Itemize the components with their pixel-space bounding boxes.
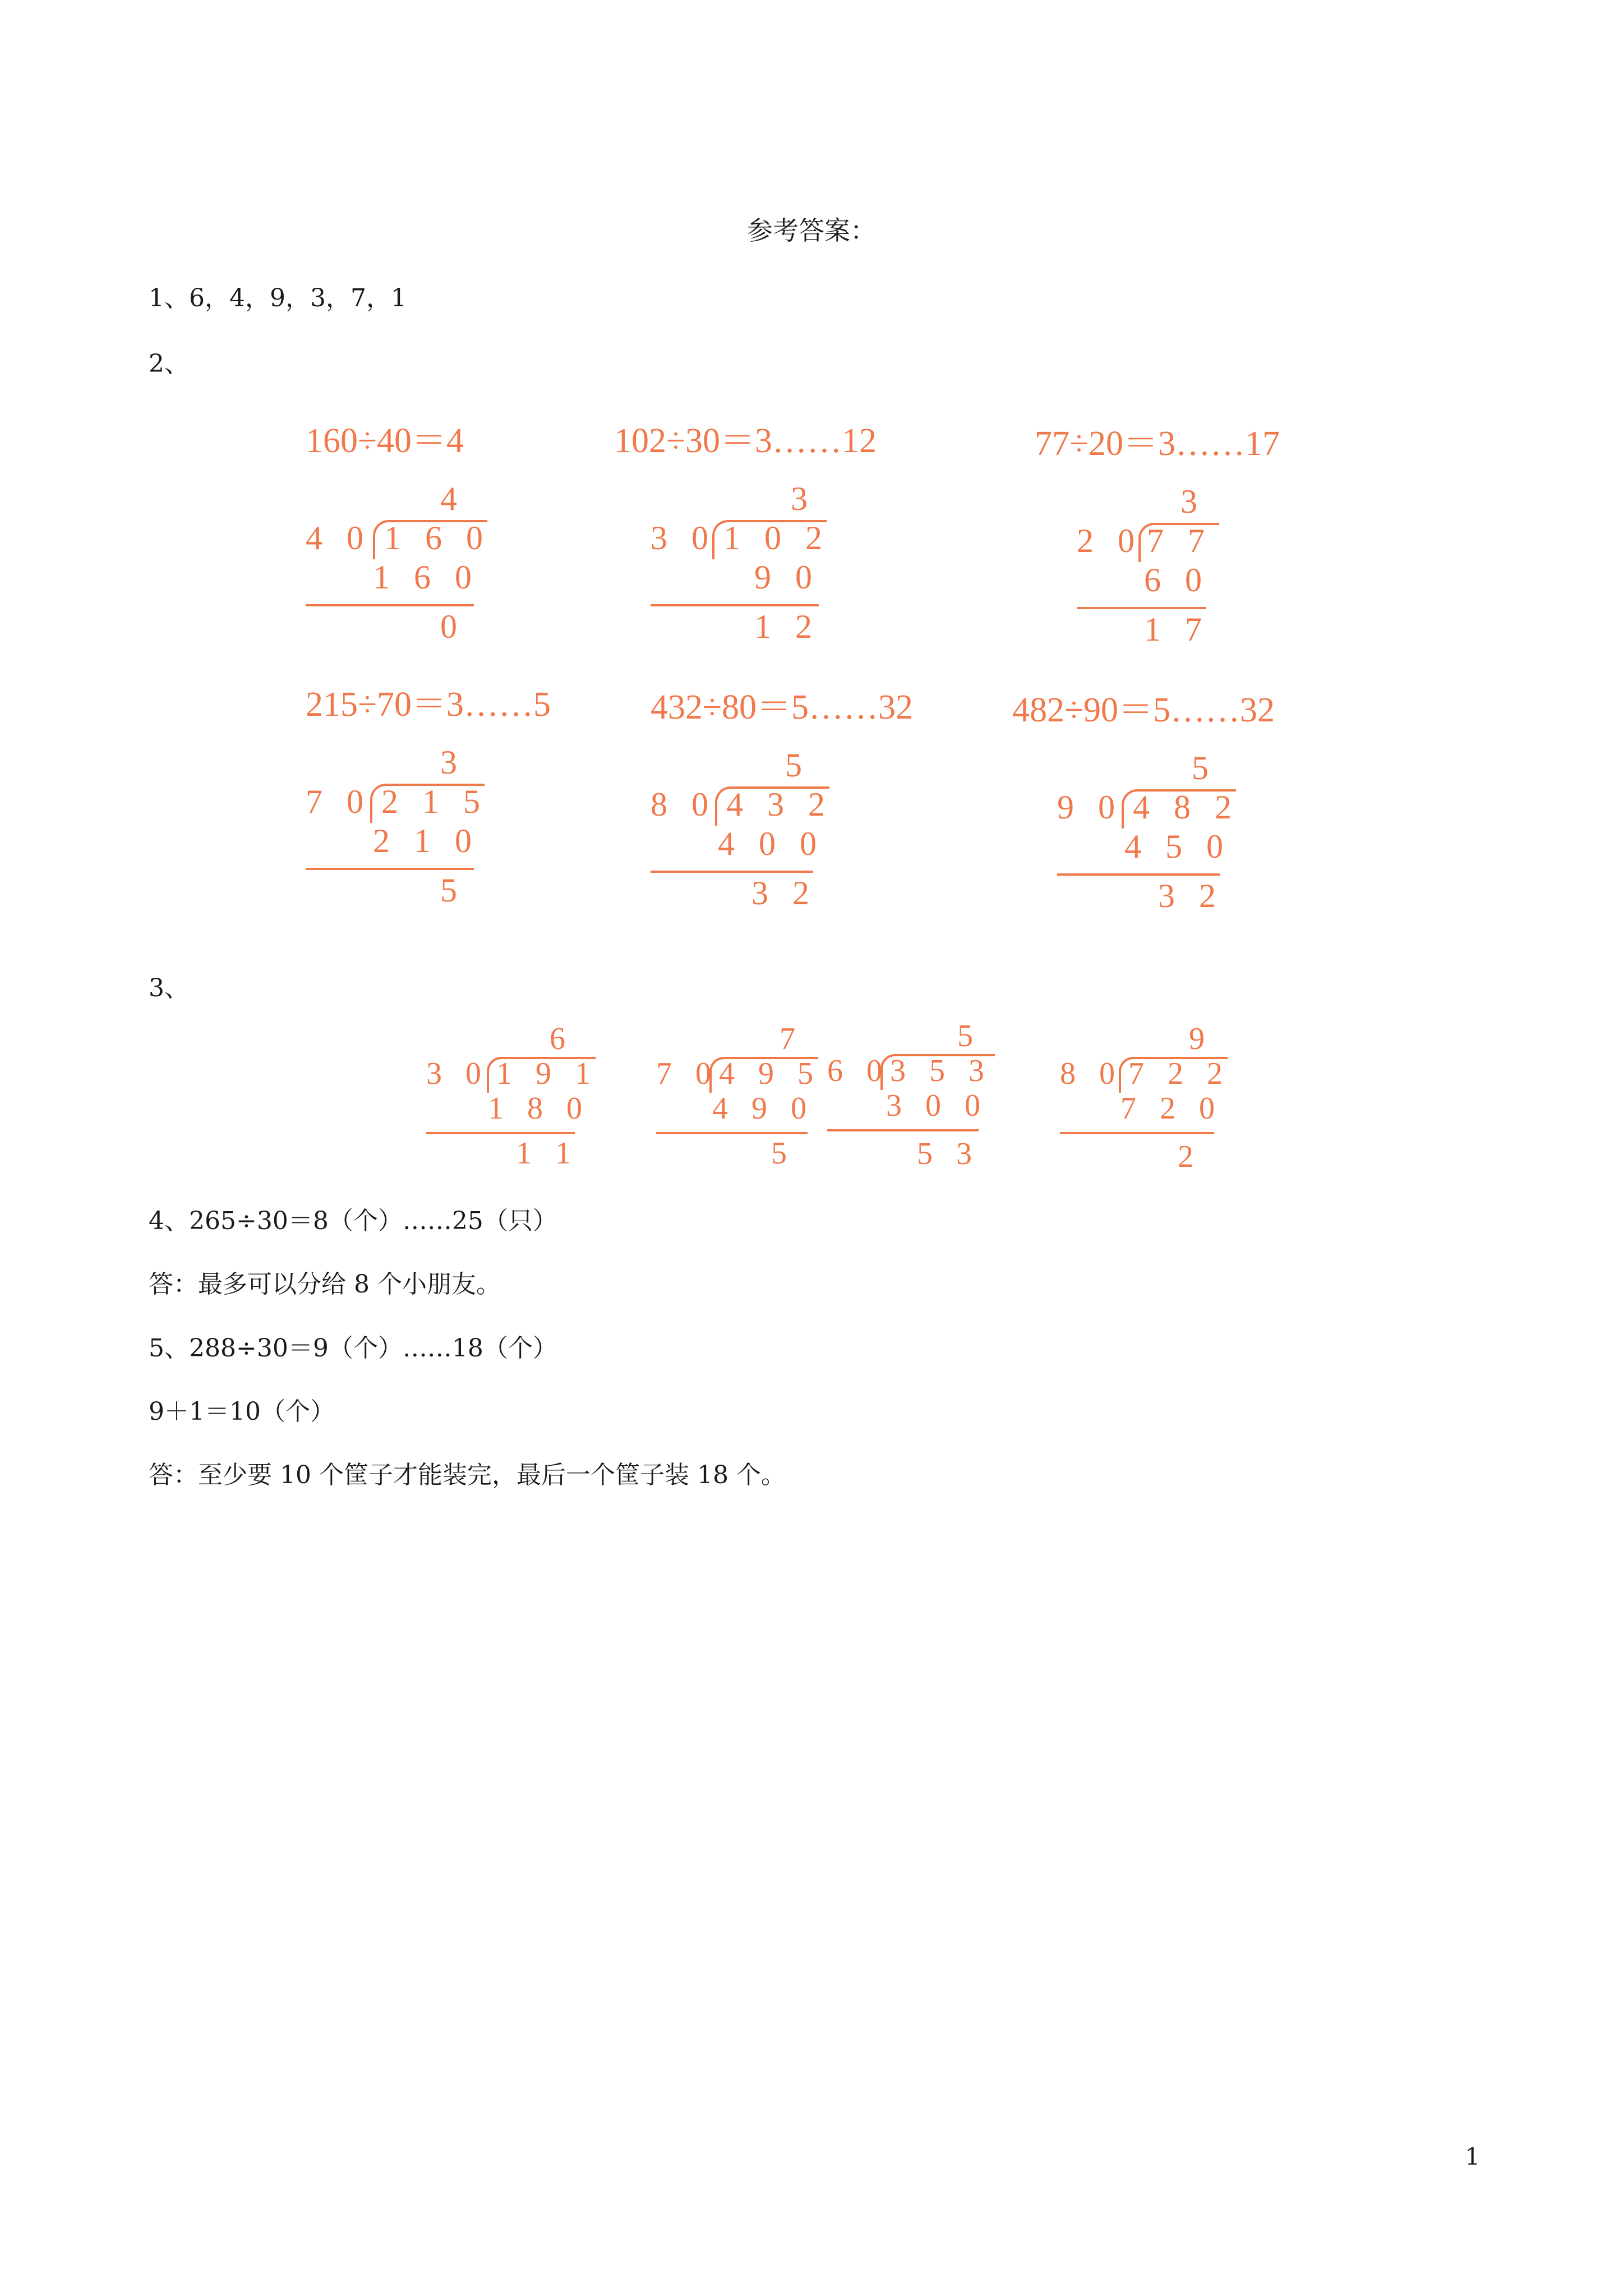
long-division [651, 480, 965, 645]
division-rule [651, 604, 819, 606]
answer-1: 1、6，4，9，3，7，1 [149, 284, 407, 312]
q2-equation: 102÷30＝3……12 [614, 422, 877, 460]
long-division [1060, 1021, 1374, 1174]
remainder: 5 [771, 1136, 795, 1171]
division-rule [827, 1129, 979, 1131]
product: 4 0 0 [718, 825, 824, 862]
dividend: 1 6 0 [384, 519, 491, 556]
q2-equation: 482÷90＝5……32 [1012, 691, 1275, 729]
quotient: 5 [1192, 749, 1216, 786]
dividend: 7 2 2 [1128, 1056, 1230, 1091]
quotient: 5 [785, 747, 810, 784]
dividend: 4 9 5 [719, 1056, 821, 1091]
dividend: 1 9 1 [496, 1056, 598, 1091]
product: 7 2 0 [1121, 1091, 1223, 1126]
answer-5: 5、288÷30＝9（个）……18（个） [149, 1334, 557, 1363]
remainder: 3 2 [751, 875, 817, 912]
answer-3-label: 3、 [149, 974, 189, 1002]
long-division [1077, 482, 1391, 648]
division-rule [1077, 607, 1206, 609]
page-number: 1 [1465, 2143, 1480, 2170]
quotient: 5 [957, 1019, 981, 1053]
remainder: 3 2 [1158, 877, 1224, 914]
divisor: 7 0 [306, 783, 371, 820]
divisor: 2 0 [1077, 522, 1142, 559]
dividend: 1 0 2 [723, 519, 830, 556]
divisor: 3 0 [426, 1056, 489, 1091]
divisor: 7 0 [656, 1056, 719, 1091]
division-rule [306, 604, 474, 606]
product: 9 0 [754, 559, 820, 596]
q2-equation: 160÷40＝4 [306, 422, 464, 460]
divisor: 8 0 [651, 786, 716, 823]
quotient: 6 [550, 1022, 573, 1056]
quotient: 3 [1181, 483, 1205, 520]
quotient: 3 [791, 480, 815, 517]
answer-5-conclusion: 答：至少要 10 个筐子才能装完，最后一个筐子装 18 个。 [149, 1461, 786, 1489]
dividend: 3 5 3 [890, 1053, 992, 1088]
long-division [306, 743, 620, 909]
quotient: 7 [780, 1022, 803, 1056]
product: 2 1 0 [373, 822, 479, 859]
product: 1 6 0 [373, 559, 479, 596]
dividend: 4 3 2 [726, 786, 833, 823]
q2-equation: 215÷70＝3……5 [306, 685, 551, 724]
divisor: 8 0 [1060, 1056, 1123, 1091]
dividend: 2 1 5 [381, 783, 488, 820]
dividend: 7 7 [1147, 522, 1212, 559]
remainder: 5 [440, 872, 465, 909]
quotient: 9 [1189, 1022, 1212, 1056]
quotient: 4 [440, 480, 465, 517]
division-rule [1057, 873, 1220, 876]
division-rule [651, 871, 813, 873]
divisor: 4 0 [306, 519, 371, 556]
product: 1 8 0 [488, 1091, 590, 1126]
page-title: 参考答案： [747, 215, 876, 246]
remainder: 2 [1178, 1139, 1201, 1174]
quotient: 3 [440, 744, 465, 781]
dividend: 4 8 2 [1133, 789, 1239, 826]
remainder: 1 7 [1144, 611, 1210, 648]
answer-4: 4、265÷30＝8（个）……25（只） [149, 1207, 557, 1235]
product: 3 0 0 [886, 1088, 988, 1123]
long-division [651, 746, 965, 912]
product: 4 5 0 [1124, 828, 1231, 865]
divisor: 3 0 [651, 519, 716, 556]
division-rule [426, 1132, 575, 1134]
divisor: 6 0 [827, 1053, 890, 1088]
remainder: 0 [440, 608, 465, 645]
remainder: 1 1 [516, 1136, 579, 1171]
answer-2-label: 2、 [149, 349, 189, 378]
answer-4-conclusion: 答：最多可以分给 8 个小朋友。 [149, 1270, 501, 1299]
long-division [306, 480, 620, 645]
remainder: 5 3 [917, 1137, 980, 1171]
long-division [1057, 749, 1371, 914]
division-rule [306, 868, 474, 870]
answer-5-calculation: 9＋1＝10（个） [149, 1397, 335, 1426]
division-rule [1060, 1132, 1214, 1134]
division-rule [656, 1132, 808, 1134]
q2-equation: 432÷80＝5……32 [651, 688, 914, 726]
divisor: 9 0 [1057, 789, 1123, 826]
product: 6 0 [1144, 562, 1210, 599]
remainder: 1 2 [754, 608, 820, 645]
product: 4 9 0 [712, 1091, 814, 1126]
q2-equation: 77÷20＝3……17 [1035, 425, 1280, 463]
